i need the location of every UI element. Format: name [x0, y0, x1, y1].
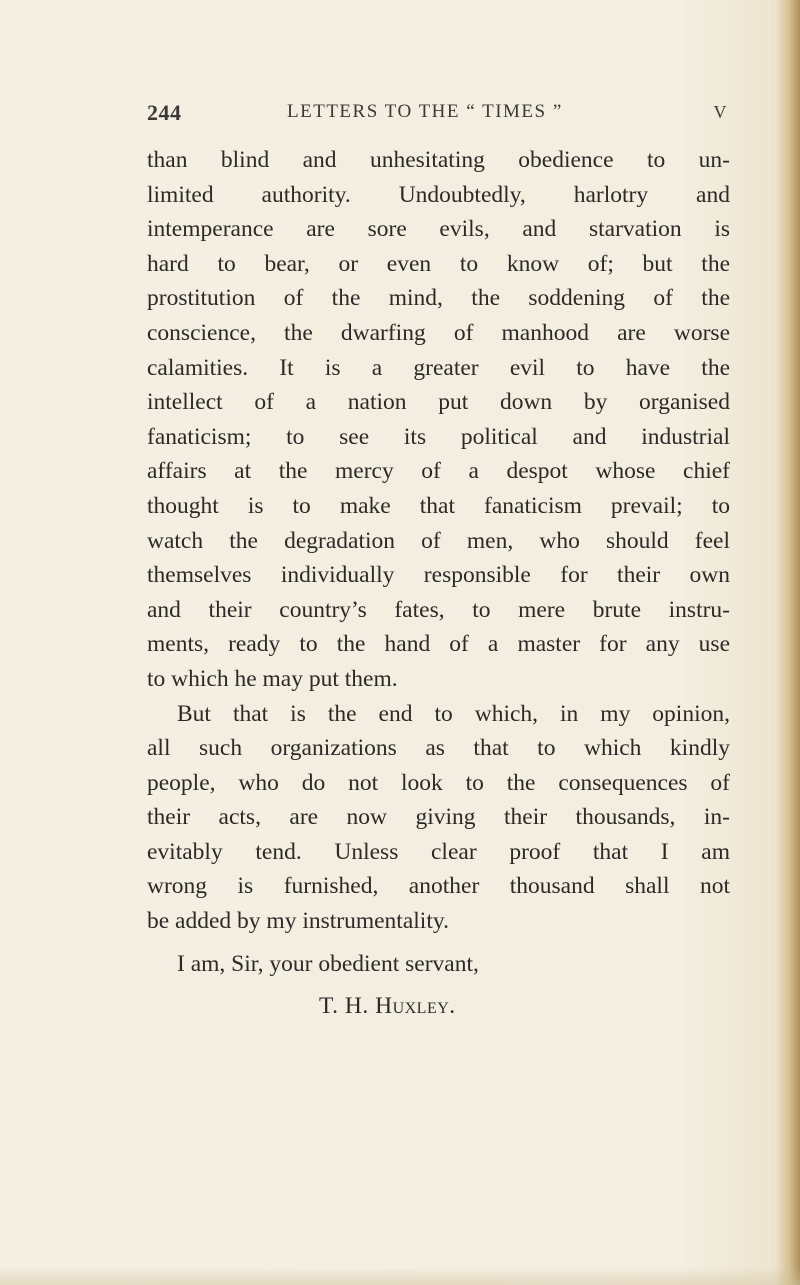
text-line: hard to bear, or even to know of; but the	[147, 250, 730, 277]
text-line: wrong is furnished, another thousand shall not	[147, 873, 730, 900]
paragraph-start-line: But that is the end to which, in my opinion,	[177, 700, 730, 727]
text-line: thought is to make that fanaticism prevail; to	[147, 492, 730, 519]
text-line: fanaticism; to see its political and industrial	[147, 423, 730, 450]
page-bottom-shade	[0, 1267, 800, 1285]
text-line: their acts, are now giving their thousands, in-	[147, 804, 730, 831]
body-text	[147, 143, 730, 1024]
signature	[147, 989, 730, 1024]
signer-initials: T. H.	[319, 993, 369, 1020]
text-line: than blind and unhesitating obedience to un-	[147, 147, 730, 173]
running-head	[147, 100, 727, 130]
signer-surname: Huxley.	[375, 993, 456, 1020]
text-line: themselves individually responsible for their own	[147, 562, 730, 589]
closing-salutation: I am, Sir, your obedient servant,	[177, 950, 479, 977]
page-number: 244	[147, 100, 182, 125]
text-line: intellect of a nation put down by organised	[147, 389, 730, 416]
text-line: conscience, the dwarfing of manhood are worse	[147, 319, 730, 346]
paragraph-end-line: be added by my instrumentality.	[147, 908, 449, 935]
text-line: evitably tend. Unless clear proof that I am	[147, 838, 730, 865]
text-line: limited authority. Undoubtedly, harlotry and	[147, 181, 730, 208]
page-edge-shadow	[776, 0, 800, 1285]
text-line: affairs at the mercy of a despot whose chief	[147, 458, 730, 485]
text-line: people, who do not look to the consequences of	[147, 769, 730, 796]
text-line: and their country’s fates, to mere brute instru-	[147, 596, 730, 623]
text-line: ments, ready to the hand of a master for any use	[147, 631, 730, 658]
text-line: watch the degradation of men, who should feel	[147, 527, 730, 554]
text-line: all such organizations as that to which kindly	[147, 735, 730, 762]
running-title: LETTERS TO THE “ TIMES ”	[287, 101, 563, 122]
signature-mark: V	[713, 102, 727, 122]
text-line: intemperance are sore evils, and starvation is	[147, 216, 730, 243]
text-line: calamities. It is a greater evil to have the	[147, 354, 730, 381]
text-line: prostitution of the mind, the soddening of the	[147, 285, 730, 312]
paragraph-end-line: to which he may put them.	[147, 665, 398, 692]
